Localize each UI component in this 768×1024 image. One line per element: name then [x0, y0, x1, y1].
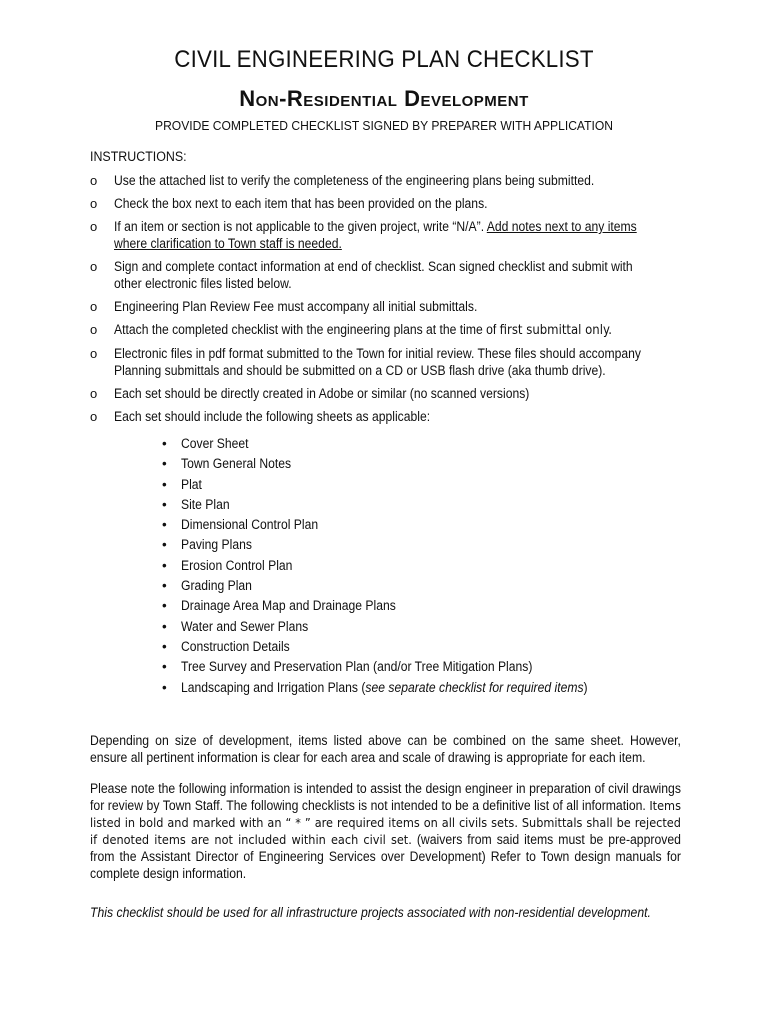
instruction-item — [90, 258, 690, 292]
sheet-item — [162, 515, 633, 535]
sheet-name: Cover Sheet — [181, 436, 249, 451]
hollow-bullet-icon: o — [90, 259, 98, 274]
hollow-bullet-icon: o — [90, 386, 98, 401]
sheet-name: Dimensional Control Plan — [181, 517, 319, 533]
paragraph-combine — [90, 732, 730, 766]
sheet-item — [162, 495, 633, 515]
instruction-text: Use the attached list to verify the completeness of the engineering plans being submitted. — [114, 173, 595, 188]
sheet-item — [162, 434, 633, 454]
instruction-text: Check the box next to each item that has been provided on the plans. — [114, 196, 488, 211]
sheet-name: Tree Survey and Preservation Plan (and/or Tree Mitigation Plans) — [181, 659, 533, 675]
sheet-name: Erosion Control Plan — [181, 557, 293, 573]
sheet-item — [162, 678, 633, 698]
instruction-text-wrap — [114, 321, 654, 339]
sheet-name: Grading Plan — [181, 578, 252, 594]
solid-bullet-icon: • — [162, 618, 167, 634]
instruction-text: Each set should be directly created in Adobe or similar (no scanned versions) — [114, 386, 530, 401]
solid-bullet-icon: • — [162, 679, 167, 695]
hollow-bullet-icon: o — [90, 409, 98, 424]
sheet-name: Water and Sewer Plans — [181, 618, 309, 634]
solid-bullet-icon: • — [162, 517, 167, 533]
instructions-list — [90, 172, 690, 431]
sheet-name-close: ) — [583, 679, 588, 695]
solid-bullet-icon: • — [162, 537, 167, 553]
hollow-bullet-icon: o — [90, 173, 98, 188]
paragraph-text-wrap — [90, 780, 681, 882]
sheet-note: see separate checklist for required items — [365, 679, 584, 695]
paragraph-usage — [90, 904, 730, 921]
sheet-name: Construction Details — [181, 638, 290, 654]
page-subtitle: Non-Residential Development — [239, 86, 529, 111]
sheet-name: Plat — [181, 476, 202, 492]
hollow-bullet-icon: o — [90, 322, 98, 337]
sheet-item — [162, 454, 633, 474]
solid-bullet-icon: • — [162, 638, 167, 654]
sheet-name: Town General Notes — [181, 456, 292, 472]
sheet-name: Paving Plans — [181, 537, 252, 553]
sheet-item — [162, 657, 633, 677]
solid-bullet-icon: • — [162, 659, 167, 675]
instruction-text: Attach the completed checklist with the engineering plans at the time of — [114, 322, 500, 337]
hollow-bullet-icon: o — [90, 299, 98, 314]
instructions-heading — [90, 148, 195, 165]
instruction-text: Each set should include the following sheets as applicable: — [114, 409, 431, 424]
sheet-item — [162, 475, 633, 495]
solid-bullet-icon: • — [162, 456, 167, 472]
paragraph-required-text: Items listed in bold and marked with an “ * ” are required items on all civils sets. Submittals shall be rejected if denoted items are not included within each civil set. — [90, 798, 681, 847]
sheet-name: Site Plan — [181, 496, 230, 512]
sheet-item — [162, 637, 633, 657]
sheet-item — [162, 556, 633, 576]
instructions-heading-text: INSTRUCTIONS: — [90, 149, 187, 164]
instruction-item — [90, 385, 690, 402]
instruction-item — [90, 345, 690, 379]
instruction-text: Electronic files in pdf format submitted to the Town for initial review. These files should accompany Planning submittals and should be submitted on a CD or USB flash drive (aka thumb drive). — [114, 346, 641, 378]
solid-bullet-icon: • — [162, 598, 167, 614]
instruction-item — [90, 408, 690, 425]
page-title: CIVIL ENGINEERING PLAN CHECKLIST — [174, 46, 594, 73]
hollow-bullet-icon: o — [90, 196, 98, 211]
instruction-item — [90, 218, 690, 252]
sheet-name: Drainage Area Map and Drainage Plans — [181, 598, 396, 614]
sheet-item — [162, 617, 633, 637]
hollow-bullet-icon: o — [90, 346, 98, 361]
paragraph-text: This checklist should be used for all infrastructure projects associated with non-residential development. — [90, 905, 651, 920]
sheets-list — [162, 434, 633, 698]
solid-bullet-icon: • — [162, 578, 167, 594]
instruction-item — [90, 321, 690, 339]
instruction-text: If an item or section is not applicable to the given project, write “N/A”. — [114, 219, 487, 234]
paragraph-text: (waivers from said items must be pre-approved from the Assistant Director of Engineering Services over Development) Refer to Town design manuals for complete design information. — [90, 832, 681, 881]
sheet-name: Landscaping and Irrigation Plans ( — [181, 679, 366, 695]
instruction-emphasis-text: first submittal only. — [499, 323, 612, 338]
instruction-text: Sign and complete contact information at end of checklist. Scan signed checklist and submit with other electronic files listed below. — [114, 259, 633, 291]
sheet-item — [162, 596, 633, 616]
instruction-underlined-text: Add notes next to any items where clarification to Town staff is needed. — [114, 219, 637, 251]
paragraph-text: Depending on size of development, items listed above can be combined on the same sheet. However, ensure all pertinent information is clear for each area and scale of drawing is appropriate for each item. — [90, 733, 681, 765]
sheet-item — [162, 535, 633, 555]
instruction-item — [90, 195, 690, 212]
instruction-text-wrap — [114, 218, 654, 252]
solid-bullet-icon: • — [162, 436, 167, 451]
sheet-name-wrap — [181, 678, 588, 698]
solid-bullet-icon: • — [162, 496, 167, 512]
hollow-bullet-icon: o — [90, 219, 98, 234]
instruction-item — [90, 172, 690, 189]
solid-bullet-icon: • — [162, 557, 167, 573]
paragraph-note — [90, 780, 730, 882]
provide-notice: PROVIDE COMPLETED CHECKLIST SIGNED BY PREPARER WITH APPLICATION — [155, 118, 613, 133]
solid-bullet-icon: • — [162, 476, 167, 492]
paragraph-text: Please note the following information is intended to assist the design engineer in preparation of civil drawings for review by Town Staff. The following checklists is not intended to be a definitive list of all information. — [90, 781, 681, 813]
sheet-item — [162, 576, 633, 596]
instruction-text: Engineering Plan Review Fee must accompany all initial submittals. — [114, 299, 478, 314]
instruction-item — [90, 298, 690, 315]
